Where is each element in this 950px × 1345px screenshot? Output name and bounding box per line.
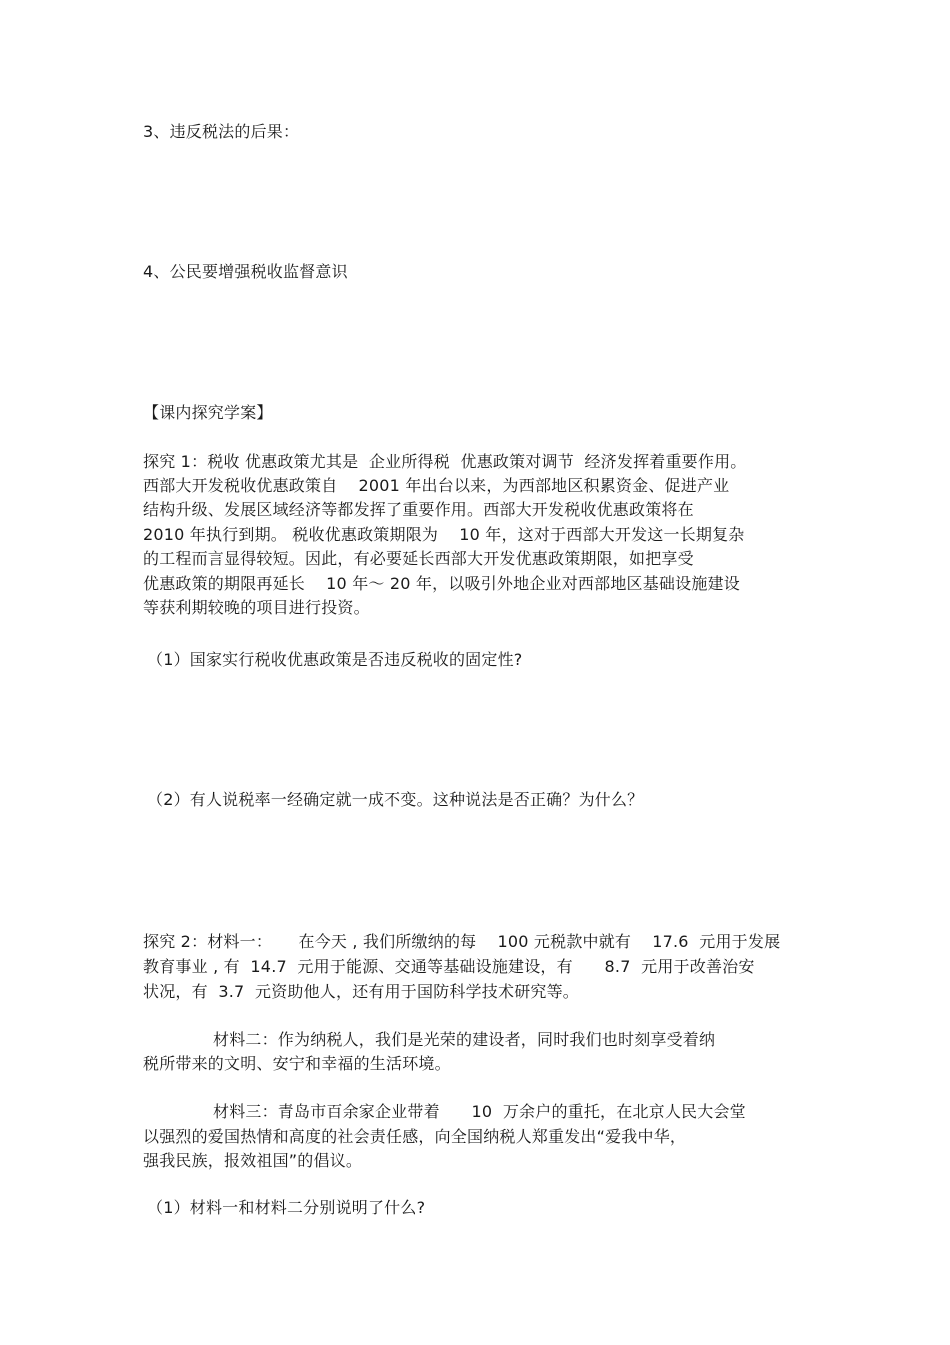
item-4-heading: 4、公民要增强税收监督意识 bbox=[143, 262, 348, 281]
paragraph-line: 探究 2：材料一： 在今天 , 我们所缴纳的每 100 元税款中就有 17.6 元用于发展 bbox=[143, 932, 781, 951]
paragraph-line: 材料二：作为纳税人，我们是光荣的建设者，同时我们也时刻享受着纳 bbox=[213, 1030, 716, 1049]
explore-1-question-1: （1）国家实行税收优惠政策是否违反税收的固定性? bbox=[147, 650, 523, 669]
paragraph-line: 教育事业 , 有 14.7 元用于能源、交通等基础设施建设，有 8.7 元用于改善治安 bbox=[143, 957, 755, 976]
explore-2-question-1: （1）材料一和材料二分别说明了什么? bbox=[147, 1198, 426, 1217]
paragraph-line: 优惠政策的期限再延长 10 年～ 20 年，以吸引外地企业对西部地区基础设施建设 bbox=[143, 574, 740, 593]
paragraph-line: 强我民族，报效祖国”的倡议。 bbox=[143, 1151, 363, 1170]
section-heading: 【课内探究学案】 bbox=[143, 403, 273, 422]
paragraph-line: 的工程而言显得较短。因此，有必要延长西部大开发优惠政策期限，如把享受 bbox=[143, 549, 694, 568]
paragraph-line: 等获利期较晚的项目进行投资。 bbox=[143, 598, 370, 617]
paragraph-line: 材料三：青岛市百余家企业带着 10 万余户的重托，在北京人民大会堂 bbox=[213, 1102, 746, 1121]
paragraph-line: 以强烈的爱国热情和高度的社会责任感，向全国纳税人郑重发出“爱我中华， bbox=[143, 1127, 687, 1146]
paragraph-line: 西部大开发税收优惠政策自 2001 年出台以来，为西部地区积累资金、促进产业 bbox=[143, 476, 730, 495]
paragraph-line: 2010 年执行到期。 税收优惠政策期限为 10 年，这对于西部大开发这一长期复杂 bbox=[143, 525, 745, 544]
explore-1-question-2: （2）有人说税率一经确定就一成不变。这种说法是否正确？为什么？ bbox=[147, 790, 644, 809]
item-3-heading: 3、违反税法的后果： bbox=[143, 122, 300, 141]
paragraph-line: 状况，有 3.7 元资助他人，还有用于国防科学技术研究等。 bbox=[143, 982, 579, 1001]
paragraph-line: 结构升级、发展区域经济等都发挥了重要作用。西部大开发税收优惠政策将在 bbox=[143, 500, 694, 519]
paragraph-line: 税所带来的文明、安宁和幸福的生活环境。 bbox=[143, 1054, 451, 1073]
paragraph-line: 探究 1：税收 优惠政策尤其是 企业所得税 优惠政策对调节 经济发挥着重要作用。 bbox=[143, 452, 747, 471]
